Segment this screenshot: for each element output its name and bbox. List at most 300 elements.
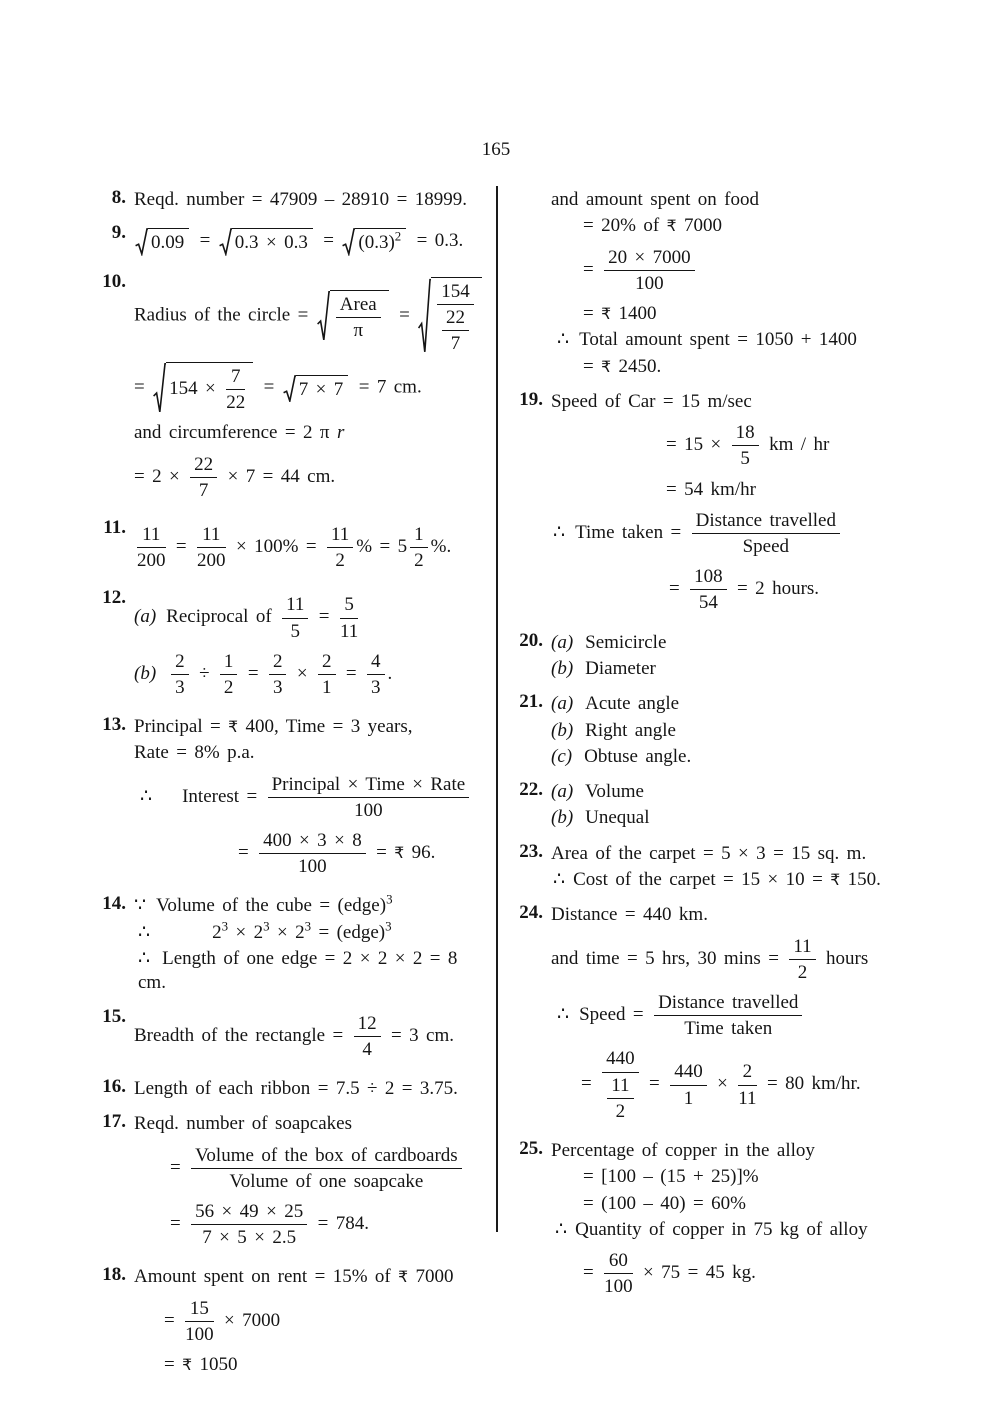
numerator: Distance travelled [654,991,802,1016]
item-number [514,186,551,381]
denominator: 2 [414,550,424,572]
fraction [340,593,358,642]
text: ∴ [557,1004,570,1026]
fraction [220,650,238,699]
text: = [581,1073,600,1095]
solution-item [97,713,489,885]
italic-text: (b) [551,719,574,741]
column-left [97,186,489,1386]
fraction [171,650,189,699]
italic-text: r [336,422,345,444]
text: Length of each ribbon = 7.5 ÷ 2 = 3.75. [134,1078,458,1100]
text: × 100% = [228,536,324,558]
math-line [551,390,948,414]
solution-item [514,778,948,833]
item-body [551,840,948,895]
text: = [583,302,602,324]
text: Amount spent on rent = 15% of [134,1266,399,1288]
radical-icon [317,290,330,342]
text: = (edge) [311,921,386,943]
math-line [134,1012,489,1061]
fraction [670,1060,707,1109]
math-line [138,947,489,996]
text: = [583,355,602,377]
text: = 80 km/hr. [759,1073,861,1095]
text: = 15 × [666,434,729,456]
item-number: 12. [102,587,126,609]
math-line [666,421,948,470]
item-number: 8. [111,187,126,208]
item-number: 17. [102,1111,126,1133]
superscript: 3 [385,918,392,934]
text: 0.3 × 0.3 [234,232,308,254]
rupee-sign: ₹ [666,217,677,236]
fraction [732,421,759,470]
item-number: 18. [102,1264,126,1286]
denominator: Volume of one soapcake [229,1170,424,1192]
numerator: 5 [340,593,358,618]
superscript: 2 [394,228,402,244]
fraction [191,1144,462,1193]
radicand [431,277,482,356]
superscript: 3 [263,918,270,934]
fraction [367,650,385,699]
math-line [551,692,948,716]
fraction [442,306,469,355]
text: = [669,578,688,600]
math-line [583,1192,948,1216]
text: Total amount spent = 1050 + 1400 [579,329,857,351]
item-number: 22. [519,779,543,801]
math-line [134,1077,489,1101]
numerator: 12 [354,1012,381,1037]
radical-icon [153,362,166,414]
text: = 784. [310,1213,370,1235]
text: = [338,662,365,684]
fraction [604,1249,633,1298]
item-body [134,1075,489,1103]
solution-item [514,840,948,895]
text: (0.3) [358,232,395,254]
solution-item [97,516,489,579]
item-number: 13. [102,714,126,736]
fraction [410,523,428,572]
fraction [197,523,226,572]
fraction [268,773,470,822]
text: 7000 [676,215,722,237]
item-number: 23. [519,840,543,862]
item-number: 15. [102,1005,126,1027]
numerator: 108 [690,565,727,590]
text: 7000 [408,1266,454,1288]
solution-item [97,186,489,214]
text: = 54 km/hr [666,478,756,500]
numerator: 440 [602,1047,639,1072]
italic-text: (a) [551,631,574,653]
math-line [164,1353,489,1377]
fraction [185,1297,214,1346]
solution-item [97,270,489,510]
text: Speed of Car = 15 m/sec [551,390,752,412]
superscript: 3 [221,918,229,934]
item-number: 11. [103,517,126,539]
text: ∴ [557,329,570,351]
text: Interest = [182,785,265,807]
text: km / hr [761,434,830,456]
italic-text: (c) [551,745,573,767]
item-number: 10. [102,270,126,292]
text: = [168,536,195,558]
text: ∴ [553,869,566,891]
text: Reciprocal of [166,606,280,628]
text: Quantity of copper in 75 kg of alloy [575,1218,868,1240]
text: Acute angle [585,693,680,715]
numerator: Principal × Time × Rate [268,773,470,798]
text: = [641,1073,668,1095]
numerator: Distance travelled [692,509,840,534]
text: = [164,1354,183,1376]
text: Unequal [585,807,650,829]
denominator: 100 [604,1276,633,1298]
denominator: 100 [635,272,664,294]
item-number: 24. [519,902,543,924]
solution-item [97,586,489,706]
text: Length of one edge = 2 × 2 × 2 = 8 cm. [138,948,458,994]
numerator: 2 [171,650,189,675]
math-line [134,894,489,918]
text: = [192,230,218,252]
fraction [692,509,840,558]
math-line [551,1139,948,1163]
text: Reqd. number = 47909 – 28910 = 18999. [134,189,467,210]
solution-item [514,629,948,684]
numerator: 11 [327,523,353,548]
item-number: 19. [519,388,543,410]
text: = [170,1156,189,1178]
text: ∵ [134,895,147,917]
denominator: 2 [797,961,808,983]
item-body [134,221,489,262]
denominator: 200 [137,550,166,572]
solution-item [97,1075,489,1103]
denominator: 200 [197,550,226,572]
denominator: π [353,319,364,341]
numerator: 2 [318,650,336,675]
fraction [604,246,695,295]
denominator: 5 [290,620,300,642]
text: Obtuse angle. [584,745,692,767]
denominator: 3 [272,677,283,698]
fraction [602,1047,639,1123]
math-line [551,903,948,927]
math-line [553,868,948,892]
numerator: 11 [282,593,308,618]
text: × [709,1073,736,1095]
denominator: 1 [683,1087,694,1109]
item-body [551,629,948,684]
item-body [551,690,948,771]
text: = [583,1262,602,1284]
denominator: 11 [339,620,359,642]
text: = 2 × [134,465,188,487]
text: Right angle [585,719,676,741]
denominator: 7 [450,332,461,354]
fraction [259,829,366,878]
rupee-sign: ₹ [601,304,612,323]
text: × 75 = 45 kg. [635,1262,756,1284]
fraction [738,1060,756,1109]
italic-text: (a) [551,693,574,715]
math-line [551,631,948,655]
text: and circumference = 2 π [134,422,337,444]
superscript: 3 [386,892,393,908]
text: × 7000 [216,1309,281,1331]
text: ∴ [138,921,151,943]
numerator: 11 [137,523,166,548]
item-number: 16. [102,1076,126,1098]
fraction [327,523,353,572]
text: Time taken = [575,521,689,543]
math-line [134,650,489,699]
text: Distance = 440 km. [551,904,708,926]
text: 1400 [611,302,657,324]
text: 2450. [611,355,662,377]
math-line [551,745,948,769]
numerator: 2 [269,650,287,675]
text: Percentage of copper in the alloy [551,1139,815,1161]
numerator: 11 [607,1074,633,1099]
text: 2 [212,921,222,943]
numerator: 15 [185,1297,214,1322]
numerator: 22 [190,453,217,478]
rupee-sign: ₹ [394,844,405,863]
math-line [134,715,489,739]
fraction [318,650,336,699]
numerator: 11 [789,935,815,960]
denominator: 5 [740,448,750,470]
text: ∴ [138,948,151,970]
item-number: 9. [111,222,126,244]
solution-item [97,1110,489,1256]
numerator: 1 [410,523,428,548]
item-body [134,713,489,885]
item-body [551,388,948,622]
denominator: 100 [354,799,383,821]
item-body [134,1110,489,1256]
math-line [551,719,948,743]
text: × [289,662,315,684]
denominator: Time taken [684,1018,773,1040]
text: and amount spent on food [551,189,759,210]
math-line [134,1265,489,1289]
italic-text: (b) [551,807,574,829]
fraction [789,935,815,984]
text: 400, Time = 3 years, [238,716,413,738]
text: 96. [404,842,436,864]
text: %. [430,536,452,558]
text: = [238,842,257,864]
denominator: 22 [226,392,246,414]
denominator: 1 [322,677,332,698]
denominator: 3 [371,677,381,698]
numerator: 56 × 49 × 25 [191,1200,307,1225]
text: = [164,1309,183,1331]
numerator: Area [336,293,381,318]
denominator: 100 [298,856,327,878]
math-line [551,188,948,212]
radicand [330,290,389,342]
math-line [134,362,489,414]
radicand [148,228,189,255]
numerator: 400 × 3 × 8 [259,829,366,854]
math-line [164,1297,489,1346]
math-line [170,1200,489,1249]
text: 1050 [192,1354,238,1376]
solution-item [514,690,948,771]
numerator: 154 [437,280,474,305]
text: = [100 – (15 + 25)]% [583,1166,759,1188]
math-line [551,806,948,830]
math-line [138,918,489,945]
math-line [134,1112,489,1136]
text: 7 × 7 [298,378,344,400]
text: = 3 cm. [383,1024,454,1046]
square-root [317,290,389,342]
text: 154 × [169,378,224,400]
item-number: 25. [519,1137,543,1159]
solution-item [97,1005,489,1068]
fraction [226,365,245,414]
math-line [134,593,489,642]
text: = 20% of [583,215,667,237]
item-body [134,270,489,510]
fraction [690,565,727,614]
item-body [134,586,489,706]
math-line [666,478,948,502]
radical-icon [135,228,148,255]
text: = [391,304,418,326]
numerator: 1 [220,650,238,675]
text: Breadth of the rectangle = [134,1024,351,1046]
square-root [283,375,349,402]
text: Speed = [579,1004,652,1026]
fraction [654,991,802,1040]
denominator: 7 [198,479,209,501]
text: = [134,376,153,398]
square-root [135,228,189,255]
denominator: Speed [742,536,790,558]
text: = [583,258,602,280]
math-line [134,188,489,212]
math-line [238,829,489,878]
fraction [336,293,381,342]
math-line [134,453,489,502]
fraction [269,650,287,699]
page-number: 165 [481,139,511,160]
text: = 0.3. [409,230,464,252]
denominator: 7 × 5 × 2.5 [202,1227,297,1249]
square-root [418,277,482,356]
column-right [514,186,948,1312]
numerator: 22 [442,306,469,331]
math-line [555,1218,948,1242]
fraction [191,1200,307,1249]
text: hours [818,947,869,969]
text: % = 5 [356,536,408,558]
text: Cost of the carpet = 15 × 10 = [573,869,831,891]
denominator: 2 [223,677,234,698]
rupee-sign: ₹ [830,871,841,890]
text: and time = 5 hrs, 30 mins = [551,947,787,969]
math-line [551,842,948,866]
square-root [153,362,253,414]
denominator: 100 [185,1323,214,1345]
text: = [311,606,337,628]
math-line [553,509,948,558]
radical-icon [418,277,431,356]
numerator: 60 [604,1249,633,1274]
text: × 7 = 44 cm. [220,465,336,487]
italic-text: (b) [551,657,574,679]
radical-icon [219,228,232,255]
column-divider [496,186,498,1232]
item-body [551,778,948,833]
item-body [134,892,489,997]
text: = [170,1213,189,1235]
rupee-sign: ₹ [398,1268,409,1287]
math-line [140,773,489,822]
fraction [607,1074,633,1123]
math-line [583,1249,948,1298]
denominator: 11 [738,1087,757,1109]
denominator [437,305,474,355]
math-line [134,277,489,356]
math-line [583,214,948,238]
math-line [551,657,948,681]
radical-icon [342,228,355,255]
numerator: 11 [197,523,226,548]
fraction [437,280,474,356]
denominator [602,1073,639,1123]
item-body [134,516,489,579]
math-line [583,246,948,295]
italic-text: (a) [551,781,574,803]
text: × 2 [269,921,305,943]
text: 150. [840,869,881,891]
numerator: 440 [670,1060,707,1085]
fraction [282,593,308,642]
math-line [134,421,489,445]
item-body [551,901,948,1130]
text: Volume of the cube = (edge) [156,895,387,917]
rupee-sign: ₹ [182,1356,193,1375]
item-body [551,186,948,381]
square-root [219,228,313,255]
denominator: 3 [175,677,185,698]
text: ∴ [140,785,153,807]
item-body [134,1263,489,1379]
numerator: 7 [226,365,245,390]
math-line [583,1165,948,1189]
text: = (100 – 40) = 60% [583,1192,746,1214]
radicand [232,228,313,255]
math-line [551,935,948,984]
math-line [581,1047,948,1123]
math-line [134,523,489,572]
text: = 7 cm. [351,376,422,398]
item-number: 21. [519,691,543,713]
text: ∴ [553,521,566,543]
